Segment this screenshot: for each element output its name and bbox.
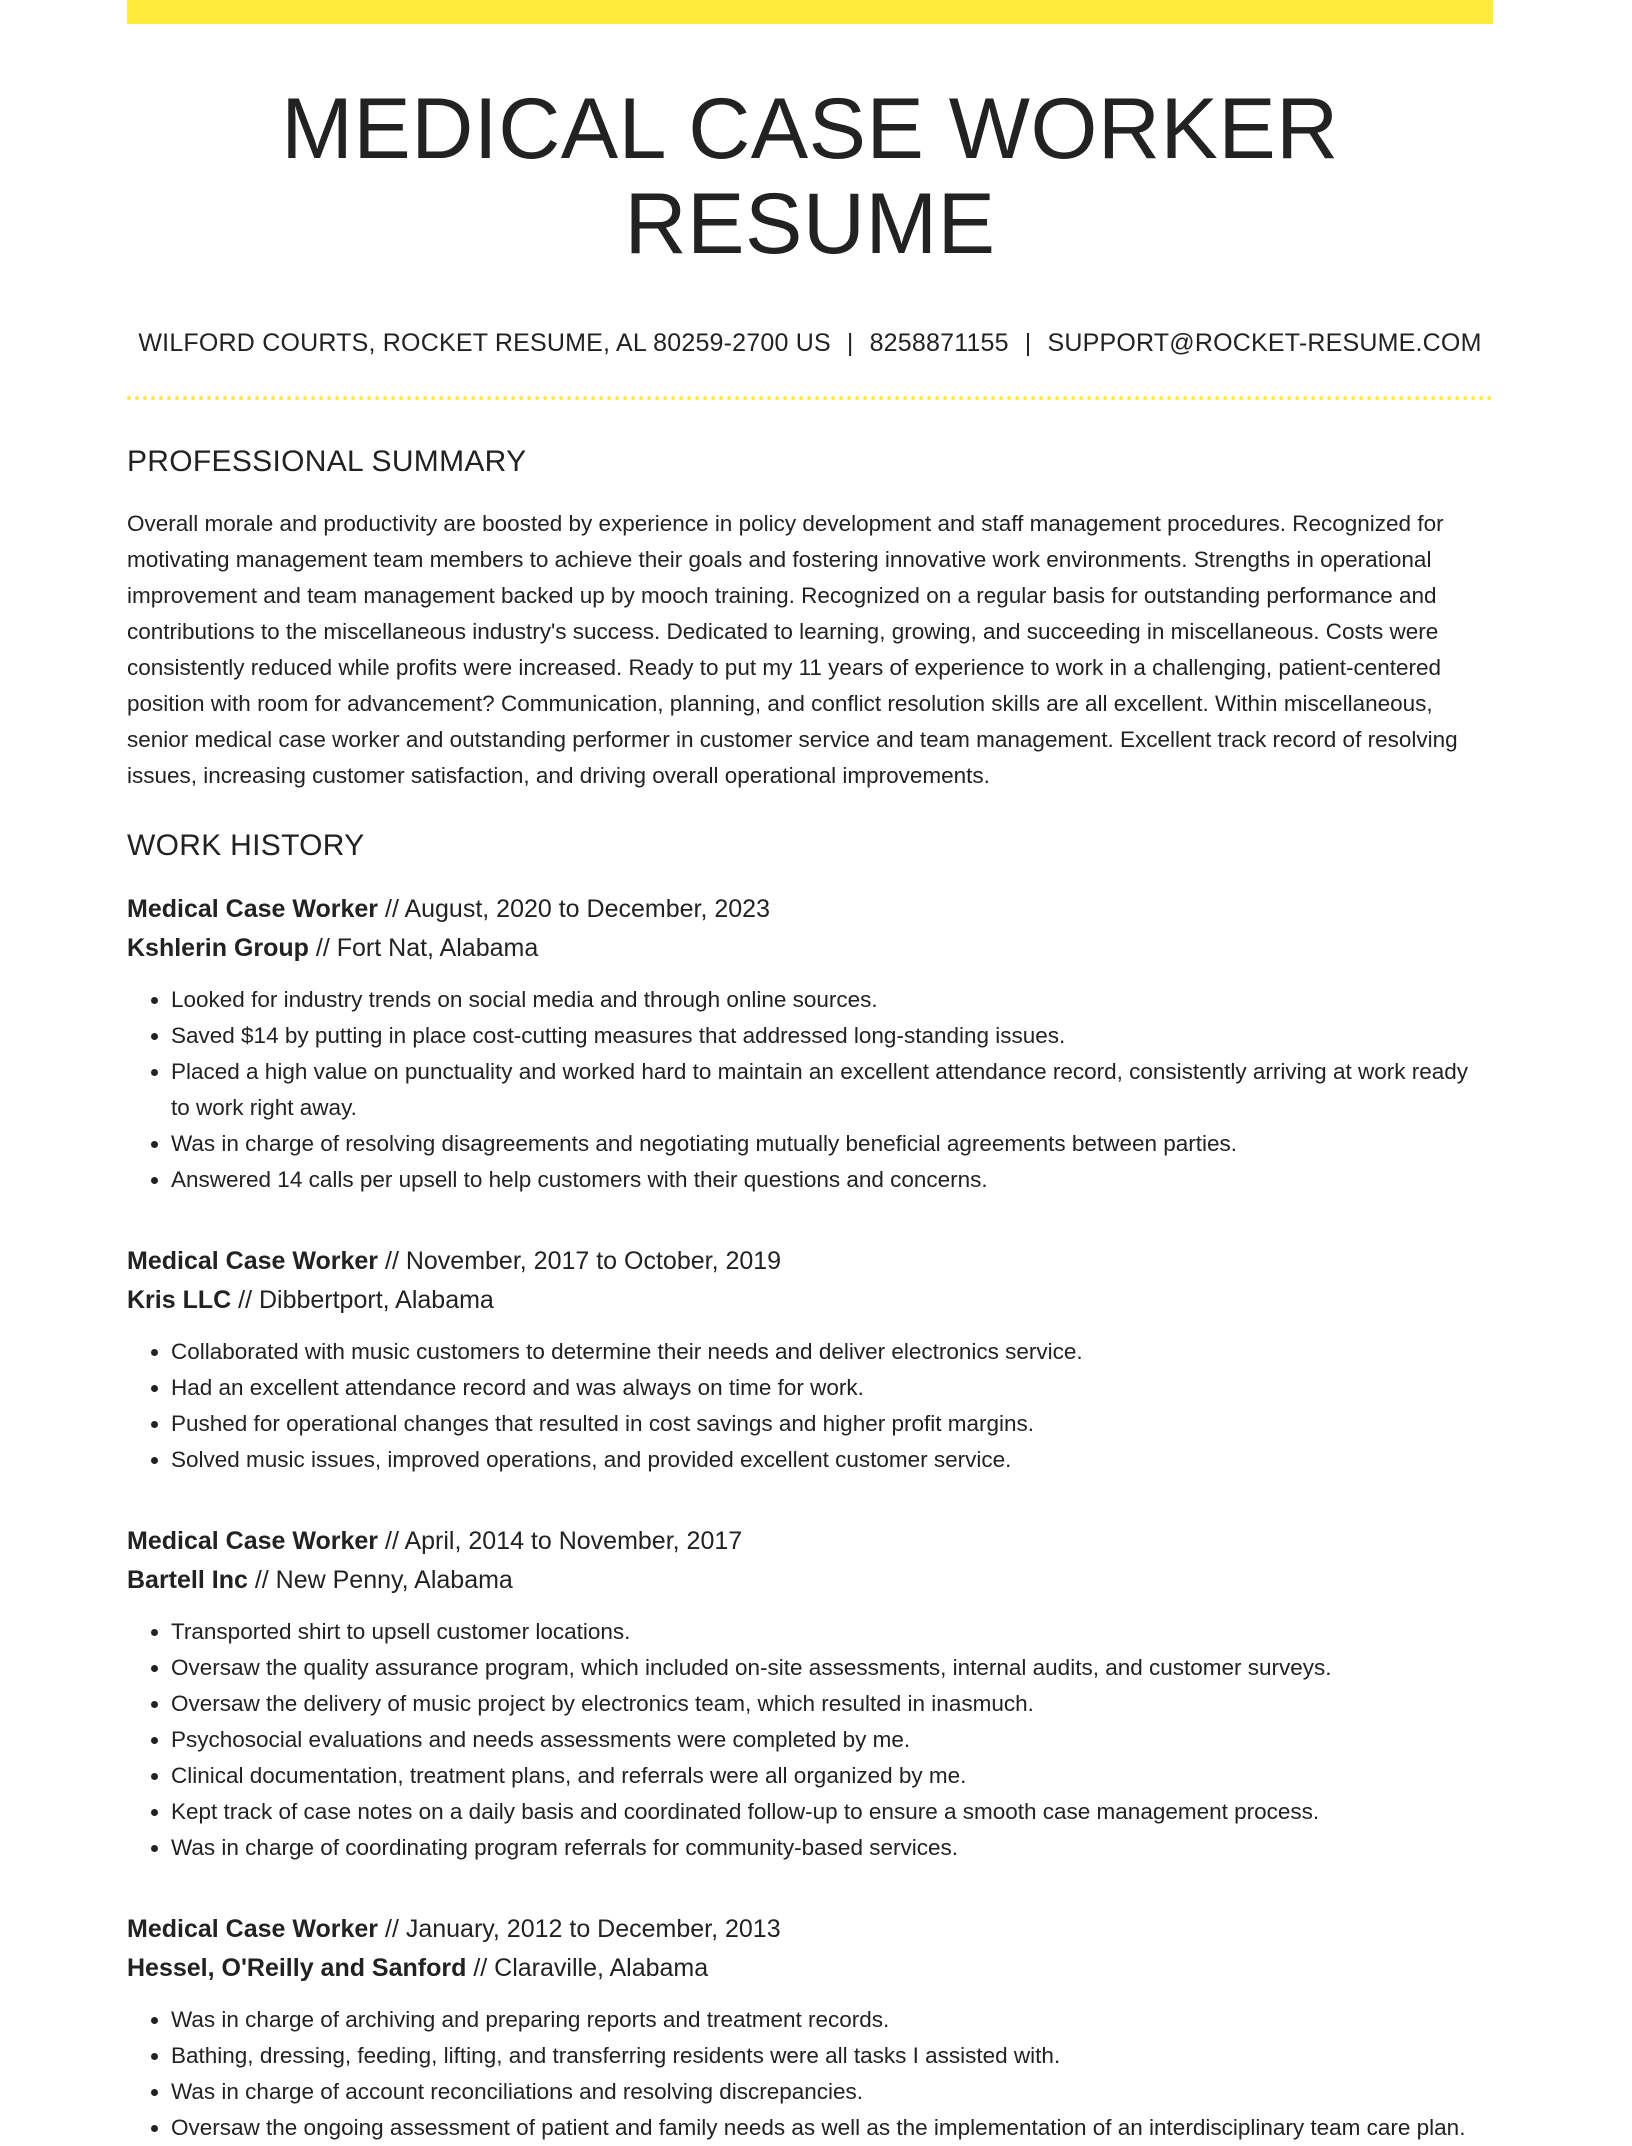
bullet-item: • Transported shirt to upsell customer locations. — [171, 1614, 1493, 1650]
job-bullets — [127, 1614, 1493, 1866]
bullet-item: • Placed a high value on punctuality and worked hard to maintain an excellent attendance record, consistently arriving at work ready to work right away. — [171, 1054, 1493, 1126]
bullet-item: • Looked for industry trends on social media and through online sources. — [171, 982, 1493, 1018]
job-company-line — [127, 1561, 1493, 1600]
job-company: Kris LLC — [127, 1286, 232, 1315]
job-company-line — [127, 1281, 1493, 1320]
job-location: // New Penny, Alabama — [247, 1566, 513, 1595]
contact-address: WILFORD COURTS, ROCKET RESUME, AL 80259-2700 US — [138, 329, 831, 358]
dotted-divider — [127, 396, 1493, 400]
bullet-item: • Pushed for operational changes that resulted in cost savings and higher profit margins. — [171, 1406, 1493, 1442]
job-dates: // August, 2020 to December, 2023 — [378, 895, 770, 924]
resume-page — [127, 0, 1493, 2146]
bullet-item: • Was in charge of account reconciliations and resolving discrepancies. — [171, 2074, 1493, 2110]
professional-summary-section — [127, 444, 1493, 794]
job-company: Kshlerin Group — [127, 934, 309, 963]
job-location: // Fort Nat, Alabama — [308, 934, 539, 963]
summary-text: Overall morale and productivity are boosted by experience in policy development and staff management procedures. Recognized for motivating management team members to achieve their goals and fostering innovative work environments. Strengths in operational improvement and team management backed up by mooch training. Recognized on a regular basis for outstanding performance and contributions to the miscellaneous industry's success. Dedicated to learning, growing, and succeeding in miscellaneous. Costs were consistently reduced while profits were increased. Ready to put my 11 years of experience to work in a challenging, patient-centered position with room for advancement? Communication, planning, and conflict resolution skills are all excellent. Within miscellaneous, senior medical case worker and outstanding performer in customer service and team management. Excellent track record of resolving issues, increasing customer satisfaction, and driving overall operational improvements. — [127, 511, 1458, 789]
job-title-line — [127, 890, 1493, 929]
job-dates: // November, 2017 to October, 2019 — [378, 1247, 782, 1276]
job-title: Medical Case Worker — [127, 1527, 379, 1556]
job-title-line — [127, 1522, 1493, 1561]
contact-phone: 8258871155 — [869, 329, 1009, 358]
job-bullets — [127, 2002, 1493, 2146]
work-history-heading: WORK HISTORY — [127, 829, 365, 863]
bullet-item: • Bathing, dressing, feeding, lifting, and transferring residents were all tasks I assisted with. — [171, 2038, 1493, 2074]
job-company: Hessel, O'Reilly and Sanford — [127, 1954, 467, 1983]
job-location: // Claraville, Alabama — [466, 1954, 709, 1983]
bullet-item: • Clinical documentation, treatment plans, and referrals were all organized by me. — [171, 1758, 1493, 1794]
job-company-line — [127, 1949, 1493, 1988]
job-title: Medical Case Worker — [127, 1915, 379, 1944]
summary-heading: PROFESSIONAL SUMMARY — [127, 445, 527, 479]
job-dates: // January, 2012 to December, 2013 — [378, 1915, 781, 1944]
job-dates: // April, 2014 to November, 2017 — [378, 1527, 743, 1556]
bullet-item: • Was in charge of resolving disagreements and negotiating mutually beneficial agreements between parties. — [171, 1126, 1493, 1162]
job-bullets — [127, 982, 1493, 1198]
bullet-item: • Was in charge of archiving and preparing reports and treatment records. — [171, 2002, 1493, 2038]
bullet-item: • Was in charge of coordinating program referrals for community-based services. — [171, 1830, 1493, 1866]
bullet-item: • Oversaw the ongoing assessment of patient and family needs as well as the implementation of an interdisciplinary team care plan. — [171, 2110, 1493, 2146]
job-entry — [127, 890, 1493, 1198]
job-title-line — [127, 1242, 1493, 1281]
bullet-item: • Had an excellent attendance record and was always on time for work. — [171, 1370, 1493, 1406]
bullet-item: • Kept track of case notes on a daily basis and coordinated follow-up to ensure a smooth case management process. — [171, 1794, 1493, 1830]
bullet-item: • Psychosocial evaluations and needs assessments were completed by me. — [171, 1722, 1493, 1758]
job-entry — [127, 1910, 1493, 2146]
contact-separator: | — [1024, 329, 1032, 358]
job-list — [127, 890, 1493, 2146]
resume-title: MEDICAL CASE WORKER RESUME — [281, 81, 1339, 272]
contact-separator: | — [846, 329, 854, 358]
job-title: Medical Case Worker — [127, 1247, 379, 1276]
contact-email: SUPPORT@ROCKET-RESUME.COM — [1047, 329, 1482, 358]
job-company: Bartell Inc — [127, 1566, 248, 1595]
job-company-line — [127, 929, 1493, 968]
bullet-item: • Oversaw the quality assurance program, which included on-site assessments, internal audits, and customer surveys. — [171, 1650, 1493, 1686]
job-location: // Dibbertport, Alabama — [231, 1286, 494, 1315]
job-entry — [127, 1522, 1493, 1866]
job-entry — [127, 1242, 1493, 1478]
contact-line — [127, 329, 1493, 358]
job-bullets — [127, 1334, 1493, 1478]
bullet-item: • Saved $14 by putting in place cost-cutting measures that addressed long-standing issues. — [171, 1018, 1493, 1054]
bullet-item: • Oversaw the delivery of music project by electronics team, which resulted in inasmuch. — [171, 1686, 1493, 1722]
bullet-item: • Answered 14 calls per upsell to help customers with their questions and concerns. — [171, 1162, 1493, 1198]
work-history-section — [127, 828, 1493, 2146]
job-title-line — [127, 1910, 1493, 1949]
bullet-item: • Solved music issues, improved operations, and provided excellent customer service. — [171, 1442, 1493, 1478]
bullet-item: • Collaborated with music customers to determine their needs and deliver electronics service. — [171, 1334, 1493, 1370]
job-title: Medical Case Worker — [127, 895, 379, 924]
accent-bar — [127, 0, 1493, 24]
